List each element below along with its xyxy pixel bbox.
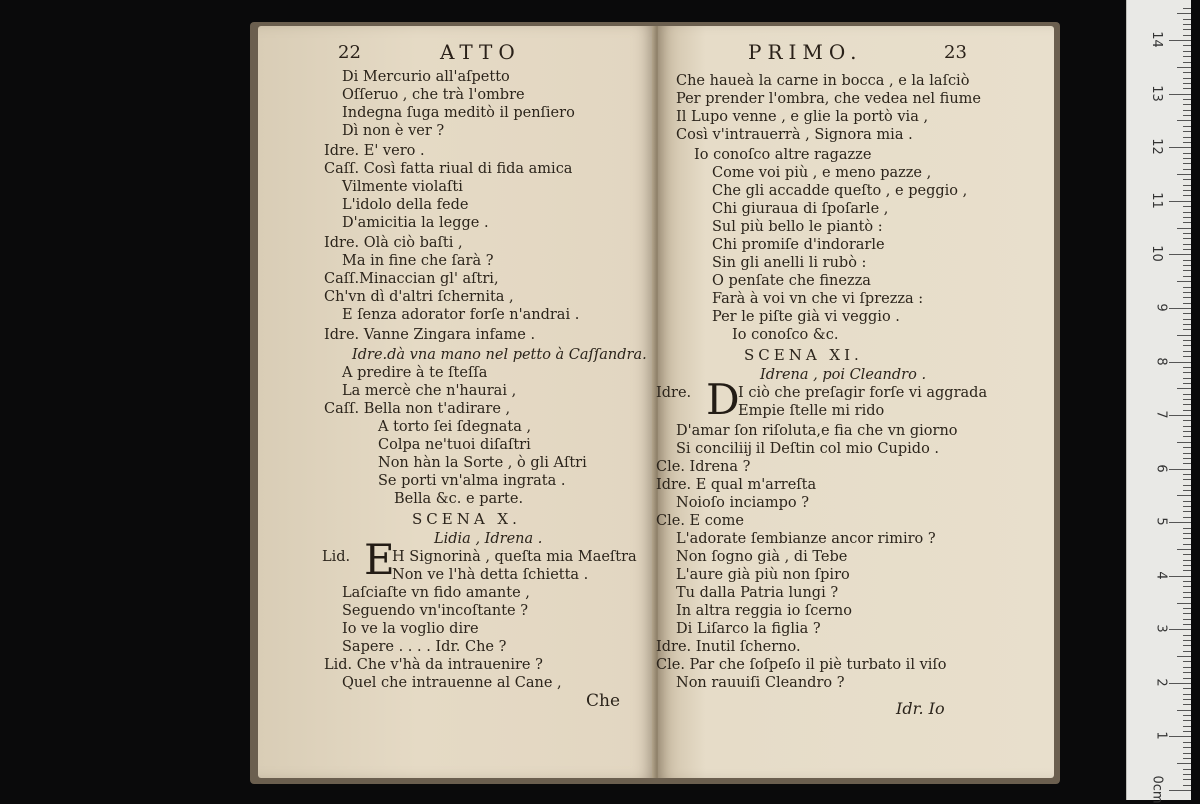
right-dropcap: D xyxy=(706,375,740,424)
ruler-tick xyxy=(1183,319,1191,320)
ruler-tick xyxy=(1177,281,1191,282)
ruler-tick xyxy=(1183,544,1191,545)
text-line: Io ve la voglio dire xyxy=(342,621,479,637)
ruler-tick xyxy=(1183,29,1191,30)
ruler-tick xyxy=(1183,463,1191,464)
text-line: L'aure già più non ſpiro xyxy=(676,567,850,583)
ruler-tick xyxy=(1169,736,1191,737)
ruler-tick xyxy=(1183,613,1191,614)
text-line: Io conoſco altre ragazze xyxy=(694,147,872,163)
ruler-tick xyxy=(1183,367,1191,368)
ruler-tick xyxy=(1183,276,1191,277)
text-line: Non rauuiſi Cleandro ? xyxy=(676,675,845,691)
ruler-tick xyxy=(1183,597,1191,598)
ruler-tick xyxy=(1183,56,1191,57)
ruler-tick xyxy=(1177,174,1191,175)
ruler-number: 2 xyxy=(1153,678,1169,687)
ruler-tick xyxy=(1183,490,1191,491)
text-line: In altra reggia io ſcerno xyxy=(676,603,852,619)
ruler-tick xyxy=(1183,560,1191,561)
ruler-tick xyxy=(1183,645,1191,646)
ruler-tick xyxy=(1183,222,1191,223)
ruler-number: 13 xyxy=(1149,84,1165,102)
text-line: Che gli accadde queſto , e peggio , xyxy=(712,183,968,199)
ruler-tick xyxy=(1183,72,1191,73)
ruler-tick xyxy=(1177,495,1191,496)
ruler-number: 10 xyxy=(1149,245,1165,263)
text-line: Non hàn la Sorte , ò gli Aſtri xyxy=(378,455,587,471)
ruler-tick xyxy=(1169,790,1191,791)
ruler-tick xyxy=(1183,436,1191,437)
ruler-number: 6 xyxy=(1153,463,1169,473)
left-running-head: ATTO xyxy=(440,40,521,64)
text-line: Chi promiſe d'indorarle xyxy=(712,237,885,253)
text-line: Il Lupo venne , e glie la portò via , xyxy=(676,109,929,125)
ruler-tick xyxy=(1183,153,1191,154)
ruler-tick xyxy=(1183,661,1191,662)
ruler-tick xyxy=(1183,635,1191,636)
text-line: Dì non è ver ? xyxy=(342,123,445,139)
ruler-number: 5 xyxy=(1153,517,1169,526)
ruler-tick xyxy=(1183,747,1191,748)
ruler-tick xyxy=(1183,217,1191,218)
ruler-tick xyxy=(1183,420,1191,421)
ruler-tick xyxy=(1183,586,1191,587)
text-line: Vilmente violaſti xyxy=(342,179,463,195)
ruler-tick xyxy=(1183,410,1191,411)
text-line: Sapere . . . . Idr. Che ? xyxy=(342,639,507,655)
ruler-tick xyxy=(1177,442,1191,443)
ruler-tick xyxy=(1183,731,1191,732)
text-line: Caſſ. Bella non t'adirare , xyxy=(324,401,511,417)
ruler-tick xyxy=(1183,426,1191,427)
ruler-tick xyxy=(1183,142,1191,143)
text-line: Idrena , poi Cleandro . xyxy=(760,367,927,383)
text-line: Noioſo inciampo ? xyxy=(676,495,810,511)
text-line: Tu dalla Patria lungi ? xyxy=(676,585,839,601)
ruler-tick xyxy=(1183,195,1191,196)
ruler-tick xyxy=(1183,24,1191,25)
text-line: A torto ſei ſdegnata , xyxy=(378,419,532,435)
ruler-tick xyxy=(1183,640,1191,641)
text-line: Lid. Che v'hà da intrauenire ? xyxy=(324,657,543,673)
ruler-tick xyxy=(1183,394,1191,395)
text-line: Che haueà la carne in bocca , e la laſciò xyxy=(676,73,970,89)
ruler-tick xyxy=(1183,297,1191,298)
text-line: Oſſeruo , che trà l'ombre xyxy=(342,87,525,103)
ruler-tick xyxy=(1183,672,1191,673)
ruler-number: 14 xyxy=(1149,31,1165,48)
text-line: Bella &c. e parte. xyxy=(394,491,524,507)
ruler-tick xyxy=(1183,758,1191,759)
ruler-tick xyxy=(1183,774,1191,775)
ruler-tick xyxy=(1183,538,1191,539)
text-line: Lid. xyxy=(322,549,351,565)
ruler-tick xyxy=(1183,474,1191,475)
ruler-tick xyxy=(1183,169,1191,170)
text-line: Idre. Olà ciò baſti , xyxy=(324,235,463,251)
text-line: L'idolo della fede xyxy=(342,197,469,213)
text-line: Così v'intrauerrà , Signora mia . xyxy=(676,127,913,143)
ruler-tick xyxy=(1183,694,1191,695)
ruler-tick xyxy=(1183,45,1191,46)
ruler-tick xyxy=(1183,399,1191,400)
ruler-tick xyxy=(1183,179,1191,180)
ruler-tick xyxy=(1183,592,1191,593)
ruler-tick xyxy=(1169,94,1191,95)
text-line: Colpa ne'tuoi diſaſtri xyxy=(378,437,531,453)
text-line: Per le piſte già vi veggio . xyxy=(712,309,900,325)
text-line: Idre. E' vero . xyxy=(324,143,425,159)
ruler-tick xyxy=(1183,570,1191,571)
ruler-tick xyxy=(1183,260,1191,261)
text-line: Farà à voi vn che vi ſprezza : xyxy=(712,291,924,307)
ruler-number: 1 xyxy=(1153,731,1169,741)
left-page-number: 22 xyxy=(338,42,361,63)
text-line: Empie ſtelle mi rido xyxy=(738,403,885,419)
ruler-number: 12 xyxy=(1149,138,1165,156)
ruler-tick xyxy=(1183,704,1191,705)
ruler-tick xyxy=(1183,688,1191,689)
ruler-tick xyxy=(1177,335,1191,336)
ruler-tick xyxy=(1169,522,1191,523)
text-line: La mercè che n'haurai , xyxy=(342,383,517,399)
ruler-tick xyxy=(1183,126,1191,127)
ruler-tick xyxy=(1169,40,1191,41)
ruler-number: 11 xyxy=(1149,192,1165,209)
ruler-number: 8 xyxy=(1153,356,1169,366)
ruler-tick xyxy=(1177,67,1191,68)
ruler-tick xyxy=(1183,35,1191,36)
ruler-tick xyxy=(1183,212,1191,213)
ruler-tick xyxy=(1183,158,1191,159)
text-line: Non ſogno già , di Tebe xyxy=(676,549,848,565)
left-dropcap: E xyxy=(364,535,395,584)
ruler-tick xyxy=(1169,362,1191,363)
ruler-tick xyxy=(1183,726,1191,727)
text-line: Ma in fine che ſarà ? xyxy=(342,253,494,269)
text-line: Io conoſco &c. xyxy=(732,327,839,343)
text-line: Sul più bello le piantò : xyxy=(712,219,883,235)
ruler-tick xyxy=(1183,581,1191,582)
ruler-tick xyxy=(1183,742,1191,743)
ruler-tick xyxy=(1183,131,1191,132)
text-line: Di Liſarco la figlia ? xyxy=(676,621,821,637)
ruler-tick xyxy=(1177,603,1191,604)
ruler-tick xyxy=(1183,8,1191,9)
ruler-tick xyxy=(1183,110,1191,111)
ruler-tick xyxy=(1183,340,1191,341)
ruler-tick xyxy=(1177,388,1191,389)
ruler-tick xyxy=(1183,785,1191,786)
text-line: Cle. E come xyxy=(656,513,744,529)
ruler-tick xyxy=(1183,345,1191,346)
text-line: Cle. Par che ſoſpeſo il piè turbato il viſo xyxy=(656,657,947,673)
ruler-tick xyxy=(1183,83,1191,84)
ruler-tick xyxy=(1183,511,1191,512)
ruler-tick xyxy=(1177,656,1191,657)
ruler-tick xyxy=(1169,415,1191,416)
text-line: Chi giuraua di ſpoſarle , xyxy=(712,201,889,217)
ruler-number: 3 xyxy=(1153,624,1169,633)
text-line: Idre. Vanne Zingara infame . xyxy=(324,327,536,343)
ruler-tick xyxy=(1183,479,1191,480)
text-line: Laſciaſte vn fido amante , xyxy=(342,585,530,601)
right-page-number: 23 xyxy=(944,42,967,63)
ruler-tick xyxy=(1183,447,1191,448)
ruler-tick xyxy=(1183,667,1191,668)
text-line: Lidia , Idrena . xyxy=(434,531,543,547)
ruler-tick xyxy=(1183,249,1191,250)
ruler-tick xyxy=(1177,120,1191,121)
ruler-tick xyxy=(1183,720,1191,721)
text-line: Idre. Inutil ſcherno. xyxy=(656,639,801,655)
ruler-number: 9 xyxy=(1153,303,1169,312)
text-line: Per prender l'ombra, che vedea nel fiume xyxy=(676,91,981,107)
ruler-tick xyxy=(1183,99,1191,100)
text-line: Di Mercurio all'aſpetto xyxy=(342,69,510,85)
ruler-tick xyxy=(1183,287,1191,288)
ruler-tick xyxy=(1183,51,1191,52)
ruler-tick xyxy=(1183,190,1191,191)
ruler-tick xyxy=(1183,62,1191,63)
ruler-tick xyxy=(1177,228,1191,229)
text-line: SCENA XI. xyxy=(744,346,863,364)
ruler-tick xyxy=(1183,206,1191,207)
ruler-tick xyxy=(1183,383,1191,384)
ruler-tick xyxy=(1183,185,1191,186)
ruler-tick xyxy=(1183,458,1191,459)
text-line: Si conciliĳ il Deſtin col mio Cupido . xyxy=(676,441,940,457)
ruler-tick xyxy=(1183,485,1191,486)
ruler-tick xyxy=(1183,554,1191,555)
ruler-tick xyxy=(1177,13,1191,14)
ruler-tick xyxy=(1183,265,1191,266)
ruler-tick xyxy=(1183,78,1191,79)
ruler-tick xyxy=(1183,238,1191,239)
text-line: L'adorate ſembianze ancor rimiro ? xyxy=(676,531,936,547)
ruler-tick xyxy=(1183,313,1191,314)
text-line: H Signorinà , queſta mia Maeſtra xyxy=(392,549,637,565)
ruler-tick xyxy=(1169,576,1191,577)
ruler-tick xyxy=(1177,710,1191,711)
text-line: Quel che intrauenne al Cane , xyxy=(342,675,562,691)
text-line: E ſenza adorator forſe n'andrai . xyxy=(342,307,580,323)
ruler-tick xyxy=(1183,88,1191,89)
text-line: D'amicitia la legge . xyxy=(342,215,489,231)
text-line: Seguendo vn'incoſtante ? xyxy=(342,603,528,619)
ruler-tick xyxy=(1169,254,1191,255)
ruler-tick xyxy=(1169,201,1191,202)
text-line: Come voi più , e meno pazze , xyxy=(712,165,932,181)
text-line: Non ve l'hà detta ſchietta . xyxy=(392,567,589,583)
ruler-tick xyxy=(1169,147,1191,148)
ruler-tick xyxy=(1183,378,1191,379)
right-running-head: PRIMO. xyxy=(748,40,863,64)
ruler-tick xyxy=(1183,404,1191,405)
right-catchword: Idr. Io xyxy=(896,699,945,718)
left-catchword: Che xyxy=(586,691,621,711)
ruler-tick xyxy=(1183,104,1191,105)
ruler-tick xyxy=(1183,372,1191,373)
measuring-ruler xyxy=(1126,0,1191,804)
text-line: Sin gli anelli li rubò : xyxy=(712,255,867,271)
ruler-tick xyxy=(1183,624,1191,625)
text-line: Caſſ. Così fatta riual di fida amica xyxy=(324,161,573,177)
text-line: Idre.dà vna mano nel petto à Caſſandra. xyxy=(352,347,647,363)
ruler-tick xyxy=(1183,715,1191,716)
ruler-tick xyxy=(1177,549,1191,550)
ruler-tick xyxy=(1183,678,1191,679)
ruler-tick xyxy=(1183,779,1191,780)
text-line: Idre. xyxy=(656,385,692,401)
ruler-tick xyxy=(1183,303,1191,304)
ruler-tick xyxy=(1183,619,1191,620)
text-line: Indegna ſuga meditò il penſiero xyxy=(342,105,575,121)
ruler-tick xyxy=(1183,528,1191,529)
ruler-tick xyxy=(1183,517,1191,518)
ruler-tick xyxy=(1183,533,1191,534)
ruler-number: 4 xyxy=(1153,571,1169,580)
ruler-tick xyxy=(1169,308,1191,309)
ruler-tick xyxy=(1183,233,1191,234)
ruler-tick xyxy=(1183,651,1191,652)
ruler-tick xyxy=(1183,351,1191,352)
text-line: Caſſ.Minaccian gl' aſtri, xyxy=(324,271,499,287)
text-line: Ch'vn dì d'altri ſchernita , xyxy=(324,289,514,305)
ruler-tick xyxy=(1169,683,1191,684)
text-line: O penſate che finezza xyxy=(712,273,871,289)
ruler-tick xyxy=(1183,501,1191,502)
text-line: Idre. E qual m'arreſta xyxy=(656,477,817,493)
ruler-tick xyxy=(1183,292,1191,293)
ruler-number: 7 xyxy=(1153,410,1169,419)
text-line: SCENA X. xyxy=(412,510,521,528)
ruler-tick xyxy=(1183,565,1191,566)
ruler-tick xyxy=(1177,763,1191,764)
ruler-tick xyxy=(1183,163,1191,164)
ruler-tick xyxy=(1169,629,1191,630)
text-line: A predire à te ſteſſa xyxy=(342,365,488,381)
ruler-tick xyxy=(1183,19,1191,20)
ruler-tick xyxy=(1183,244,1191,245)
ruler-tick xyxy=(1183,453,1191,454)
ruler-tick xyxy=(1183,753,1191,754)
text-line: Se porti vn'alma ingrata . xyxy=(378,473,566,489)
text-line: Cle. Idrena ? xyxy=(656,459,751,475)
ruler-tick xyxy=(1183,115,1191,116)
text-line: I ciò che preſagir forſe vi aggrada xyxy=(738,385,988,401)
ruler-number: 0cm xyxy=(1149,775,1165,804)
ruler-tick xyxy=(1183,329,1191,330)
ruler-tick xyxy=(1183,431,1191,432)
ruler-tick xyxy=(1183,137,1191,138)
ruler-tick xyxy=(1183,356,1191,357)
ruler-tick xyxy=(1183,506,1191,507)
ruler-tick xyxy=(1183,608,1191,609)
ruler-tick xyxy=(1183,769,1191,770)
ruler-tick xyxy=(1183,324,1191,325)
text-line: D'amar ſon riſoluta,e fia che vn giorno xyxy=(676,423,958,439)
ruler-tick xyxy=(1169,469,1191,470)
ruler-tick xyxy=(1183,699,1191,700)
ruler-tick xyxy=(1183,270,1191,271)
